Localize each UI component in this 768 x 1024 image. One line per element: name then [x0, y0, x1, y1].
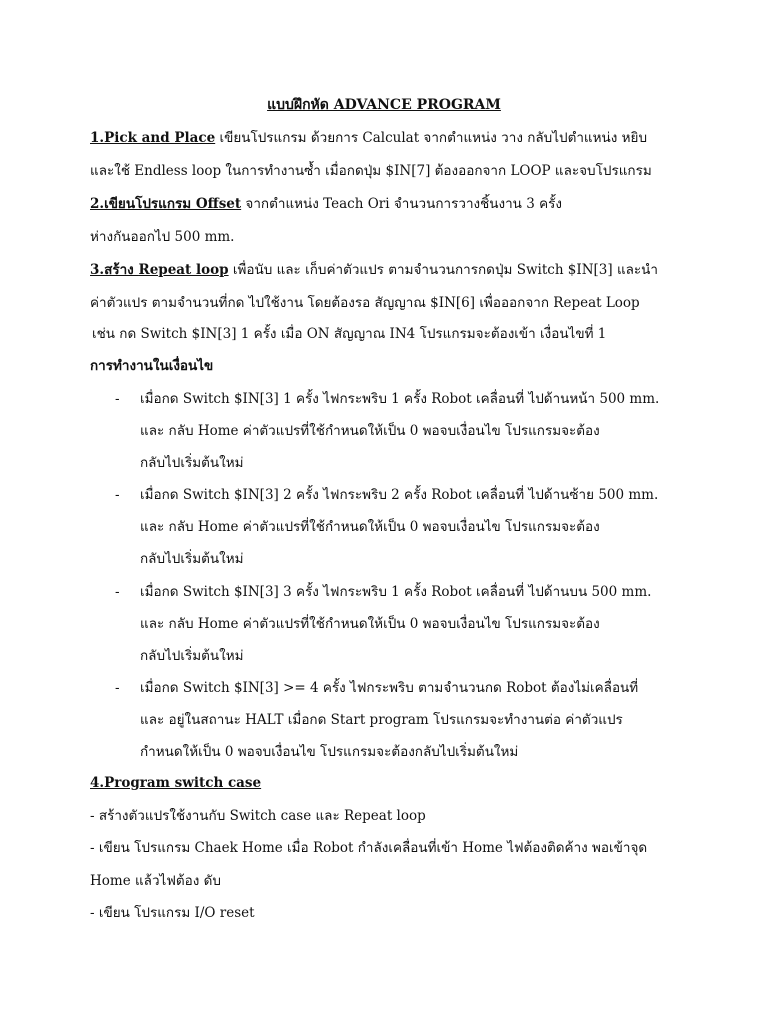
- section-4-heading: 4.Program switch case: [90, 775, 262, 791]
- section-4-line-2: - เขียน โปรแกรม Chaek Home เมื่อ Robot กำลังเคลื่อนที่เข้า Home ไฟต้องติดค้าง พอเข้าจุด: [90, 840, 648, 856]
- bullet-3-line-1: เมื่อกด Switch $IN[3] 3 ครั้ง ไฟกระพริบ 1 ครั้ง Robot เคลื่อนที่ ไปด้านบน 500 mm.: [140, 584, 652, 600]
- bullet-dash: -: [115, 487, 120, 503]
- bullet-2-line-3: กลับไปเริ่มต้นใหม่: [140, 551, 244, 567]
- document-title: แบบฝึกหัด ADVANCE PROGRAM: [267, 97, 501, 113]
- section-3-line-3: เช่น กด Switch $IN[3] 1 ครั้ง เมื่อ ON สัญญาณ IN4 โปรแกรมจะต้องเข้า เงื่อนไขที่ 1: [92, 326, 607, 342]
- section-3-text: เพื่อนับ และ เก็บค่าตัวแปร ตามจำนวนการกดปุ่ม Switch $IN[3] และนำ: [228, 262, 658, 278]
- bullet-4-line-1: เมื่อกด Switch $IN[3] >= 4 ครั้ง ไฟกระพริบ ตามจำนวนกด Robot ต้องไม่เคลื่อนที่: [140, 680, 639, 696]
- section-4-line-3: Home แล้วไฟต้อง ดับ: [90, 873, 221, 889]
- section-2-line-2: ห่างกันออกไป 500 mm.: [90, 229, 235, 245]
- bullet-dash: -: [115, 680, 120, 696]
- section-1-text: เขียนโปรแกรม ด้วยการ Calculat จากตำแหน่ง วาง กลับไปตำแหน่ง หยิบ: [215, 130, 648, 146]
- section-3-line-1: [90, 260, 690, 280]
- bullet-dash: -: [115, 584, 120, 600]
- bullet-4-line-2: และ อยู่ในสถานะ HALT เมื่อกด Start program โปรแกรมจะทำงานต่อ ค่าตัวแปร: [140, 712, 623, 728]
- bullet-3-line-2: และ กลับ Home ค่าตัวแปรที่ใช้กำหนดให้เป็น 0 พอจบเงื่อนไข โปรแกรมจะต้อง: [140, 616, 600, 632]
- section-4-line-4: - เขียน โปรแกรม I/O reset: [90, 905, 255, 921]
- section-2-heading: 2.เขียนโปรแกรม Offset: [90, 196, 242, 212]
- section-3-heading: Repeat loop: [138, 262, 229, 278]
- section-3-number: 3.สร้าง: [90, 262, 139, 278]
- section-1-line-1: [90, 128, 690, 148]
- bullet-1-line-2: และ กลับ Home ค่าตัวแปรที่ใช้กำหนดให้เป็น 0 พอจบเงื่อนไข โปรแกรมจะต้อง: [140, 423, 600, 439]
- condition-heading: การทำงานในเงื่อนไข: [90, 358, 214, 374]
- section-4-line-1: - สร้างตัวแปรใช้งานกับ Switch case และ Repeat loop: [90, 808, 426, 824]
- bullet-2-line-1: เมื่อกด Switch $IN[3] 2 ครั้ง ไฟกระพริบ 2 ครั้ง Robot เคลื่อนที่ ไปด้านซ้าย 500 mm.: [140, 487, 659, 503]
- section-2-text: จากตำแหน่ง Teach Ori จำนวนการวางชิ้นงาน 3 ครั้ง: [241, 196, 562, 212]
- bullet-dash: -: [115, 391, 120, 407]
- section-1-line-2: และใช้ Endless loop ในการทำงานซ้ำ เมื่อกดปุ่ม $IN[7] ต้องออกจาก LOOP และจบโปรแกรม: [90, 163, 652, 179]
- bullet-4-line-3: กำหนดให้เป็น 0 พอจบเงื่อนไข โปรแกรมจะต้องกลับไปเริ่มต้นใหม่: [140, 744, 519, 760]
- bullet-1-line-1: เมื่อกด Switch $IN[3] 1 ครั้ง ไฟกระพริบ 1 ครั้ง Robot เคลื่อนที่ ไปด้านหน้า 500 mm.: [140, 391, 660, 407]
- bullet-3-line-3: กลับไปเริ่มต้นใหม่: [140, 648, 244, 664]
- bullet-1-line-3: กลับไปเริ่มต้นใหม่: [140, 455, 244, 471]
- section-1-heading: 1.Pick and Place: [90, 130, 216, 146]
- section-3-line-2: ค่าตัวแปร ตามจำนวนที่กด ไปใช้งาน โดยต้องรอ สัญญาณ $IN[6] เพื่อออกจาก Repeat Loop: [90, 295, 640, 311]
- bullet-2-line-2: และ กลับ Home ค่าตัวแปรที่ใช้กำหนดให้เป็น 0 พอจบเงื่อนไข โปรแกรมจะต้อง: [140, 519, 600, 535]
- section-2-line-1: [90, 194, 690, 214]
